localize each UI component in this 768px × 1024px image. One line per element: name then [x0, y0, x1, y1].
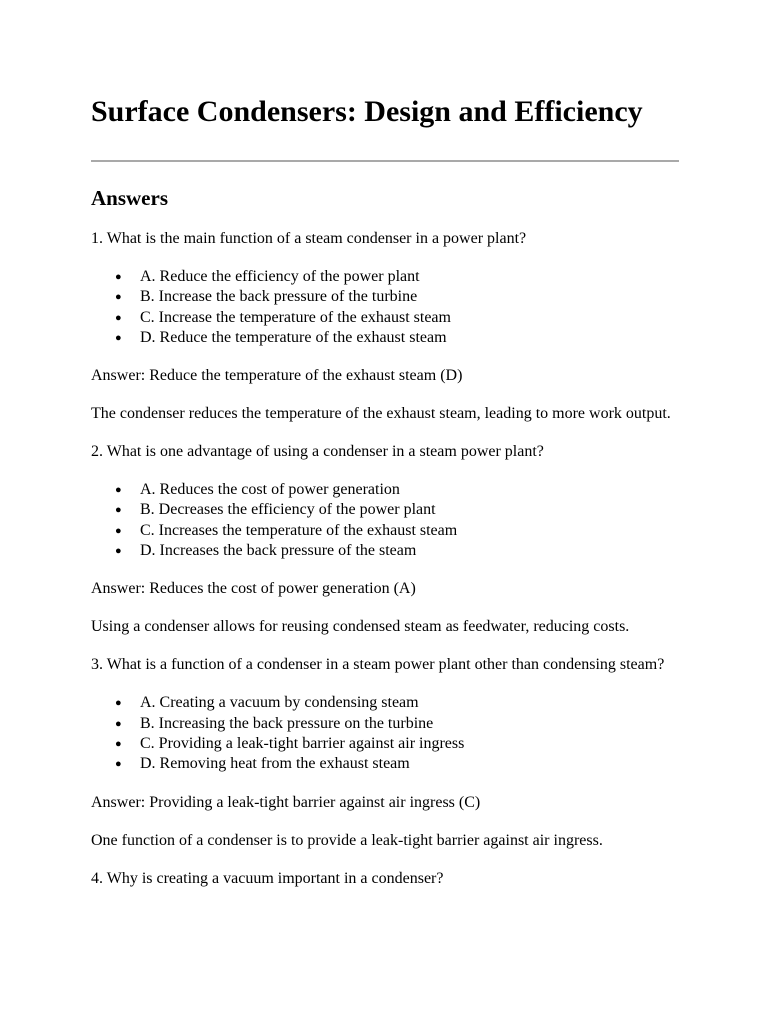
option-text: B. Increase the back pressure of the turbine: [140, 288, 418, 306]
option-text: C. Providing a leak-tight barrier against air ingress: [140, 734, 465, 752]
bullet-icon: ●: [115, 737, 122, 750]
bullet-icon: ●: [115, 717, 122, 730]
bullet-icon: ●: [115, 484, 122, 497]
bullet-icon: ●: [115, 504, 122, 517]
question-1-options: [91, 267, 682, 348]
question-3-explanation: One function of a condenser is to provide a leak-tight barrier against air ingress.: [91, 831, 603, 849]
option-text: D. Reduce the temperature of the exhaust steam: [140, 328, 447, 346]
option-item: [115, 714, 682, 734]
horizontal-rule: [91, 160, 679, 162]
page-title: Surface Condensers: Design and Efficiency: [91, 95, 643, 128]
option-text: D. Removing heat from the exhaust steam: [140, 755, 410, 773]
question-4-prompt: 4. Why is creating a vacuum important in a condenser?: [91, 869, 444, 887]
section-heading-answers: Answers: [91, 186, 168, 210]
option-item: [115, 287, 682, 307]
option-text: D. Increases the back pressure of the steam: [140, 542, 417, 560]
question-1-prompt: 1. What is the main function of a steam condenser in a power plant?: [91, 230, 527, 247]
option-item: [115, 734, 682, 754]
option-text: C. Increase the temperature of the exhaust steam: [140, 308, 451, 326]
answers-content: [91, 229, 682, 907]
option-item: [115, 480, 682, 500]
question-1-explanation: The condenser reduces the temperature of the exhaust steam, leading to more work output.: [91, 405, 671, 423]
question-3-prompt: 3. What is a function of a condenser in a steam power plant other than condensing steam?: [91, 656, 665, 674]
option-item: [115, 328, 682, 348]
bullet-icon: ●: [115, 524, 122, 537]
question-2-answer: Answer: Reduces the cost of power generation (A): [91, 580, 416, 598]
question-2-prompt: 2. What is one advantage of using a condenser in a steam power plant?: [91, 443, 544, 461]
bullet-icon: ●: [115, 311, 122, 324]
bullet-icon: ●: [115, 271, 122, 283]
option-item: [115, 500, 682, 520]
option-item: [115, 267, 682, 287]
option-item: [115, 693, 682, 713]
question-2-options: [91, 480, 682, 561]
option-text: C. Increases the temperature of the exhaust steam: [140, 521, 458, 539]
option-item: [115, 521, 682, 541]
option-text: A. Creating a vacuum by condensing steam: [140, 694, 419, 712]
option-item: [115, 541, 682, 561]
option-item: [115, 754, 682, 774]
option-text: A. Reduces the cost of power generation: [140, 481, 400, 499]
bullet-icon: ●: [115, 545, 122, 558]
option-text: A. Reduce the efficiency of the power plant: [140, 268, 420, 285]
question-1-answer: Answer: Reduce the temperature of the exhaust steam (D): [91, 367, 463, 385]
question-2-explanation: Using a condenser allows for reusing condensed steam as feedwater, reducing costs.: [91, 618, 630, 636]
option-text: B. Decreases the efficiency of the power plant: [140, 501, 436, 519]
question-3-options: [91, 693, 682, 774]
bullet-icon: ●: [115, 758, 122, 771]
bullet-icon: ●: [115, 697, 122, 710]
bullet-icon: ●: [115, 291, 122, 304]
option-text: B. Increasing the back pressure on the turbine: [140, 714, 434, 732]
question-3-answer: Answer: Providing a leak-tight barrier against air ingress (C): [91, 793, 481, 811]
bullet-icon: ●: [115, 331, 122, 344]
option-item: [115, 308, 682, 328]
